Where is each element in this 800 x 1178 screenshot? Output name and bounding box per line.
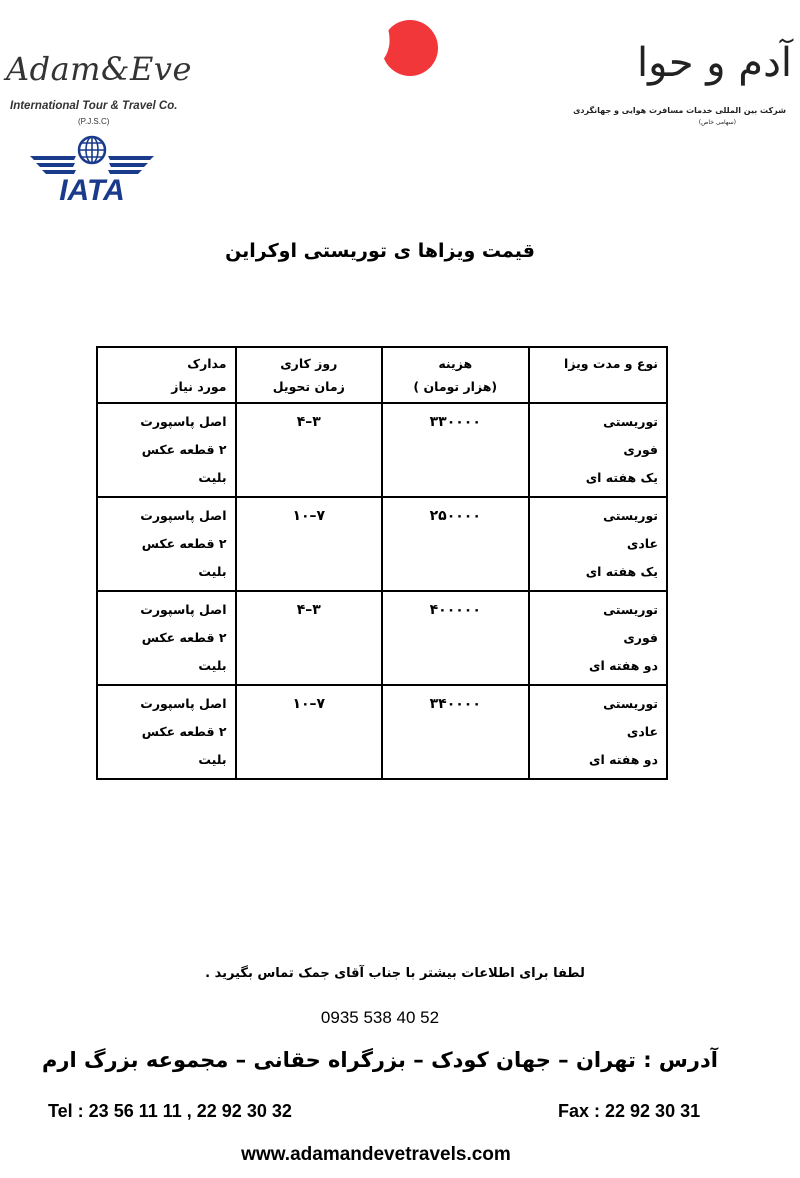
- brand-logo-english: Adam&Eve: [6, 50, 192, 88]
- fax: Fax : 22 92 30 31: [558, 1101, 701, 1121]
- brand-circle-icon: [376, 14, 440, 78]
- header-delivery: روز کاری زمان تحویل: [236, 347, 383, 403]
- cell-delivery: ۳–۴: [236, 403, 383, 497]
- cell-visa-type: توریستی عادی دو هفته ای: [529, 685, 667, 779]
- brand-logo-persian: آدم و حوا: [637, 40, 792, 86]
- cell-cost: ۴۰۰۰۰۰: [382, 591, 529, 685]
- cell-cost: ۳۳۰۰۰۰: [382, 403, 529, 497]
- telephone: Tel : 23 56 11 11 , 22 92 30 32: [48, 1101, 292, 1121]
- cell-visa-type: توریستی فوری دو هفته ای: [529, 591, 667, 685]
- cell-visa-type: توریستی فوری یک هفته ای: [529, 403, 667, 497]
- iata-logo: [30, 134, 154, 202]
- mobile-number: 0935 538 40 52: [320, 1008, 440, 1027]
- website-link[interactable]: www.adamandevetravels.com: [241, 1144, 511, 1165]
- table-row: [97, 403, 667, 497]
- cell-visa-type: توریستی عادی یک هفته ای: [529, 497, 667, 591]
- cell-documents: اصل پاسپورت ۲ قطعه عکس بلیت: [97, 685, 236, 779]
- cell-cost: ۲۵۰۰۰۰: [382, 497, 529, 591]
- cell-delivery: ۷–۱۰: [236, 685, 383, 779]
- contact-note: لطفا برای اطلاعات بیشتر با جناب آقای جمک تماس بگیرید .: [205, 966, 585, 981]
- header-visa-type: نوع و مدت ویزا: [529, 347, 667, 403]
- brand-subtitle-persian: شرکت بین المللی خدمات مسافرت هوایی و جهانگردی: [573, 106, 786, 115]
- brand-pjsc: (P.J.S.C): [78, 117, 110, 126]
- cell-documents: اصل پاسپورت ۲ قطعه عکس بلیت: [97, 403, 236, 497]
- header-documents: مدارک مورد نیاز: [97, 347, 236, 403]
- brand-subtitle-english: International Tour & Travel Co.: [10, 100, 178, 112]
- table-row: [97, 685, 667, 779]
- cell-documents: اصل پاسپورت ۲ قطعه عکس بلیت: [97, 497, 236, 591]
- cell-delivery: ۷–۱۰: [236, 497, 383, 591]
- cell-delivery: ۳–۴: [236, 591, 383, 685]
- table-header-row: [97, 347, 667, 403]
- visa-price-table: [96, 346, 668, 780]
- iata-text: IATA: [59, 174, 125, 202]
- page-title: قیمت ویزاها ی توریستی اوکراین: [225, 240, 535, 262]
- cell-cost: ۳۴۰۰۰۰: [382, 685, 529, 779]
- address: آدرس : تهران – جهان کودک – بزرگراه حقانی – مجموعه بزرگ ارم: [42, 1048, 718, 1072]
- table-row: [97, 591, 667, 685]
- cell-documents: اصل پاسپورت ۲ قطعه عکس بلیت: [97, 591, 236, 685]
- header-cost: هزینه (هزار تومان ): [382, 347, 529, 403]
- table-row: [97, 497, 667, 591]
- brand-company-type-persian: (سهامی خاص): [698, 119, 736, 126]
